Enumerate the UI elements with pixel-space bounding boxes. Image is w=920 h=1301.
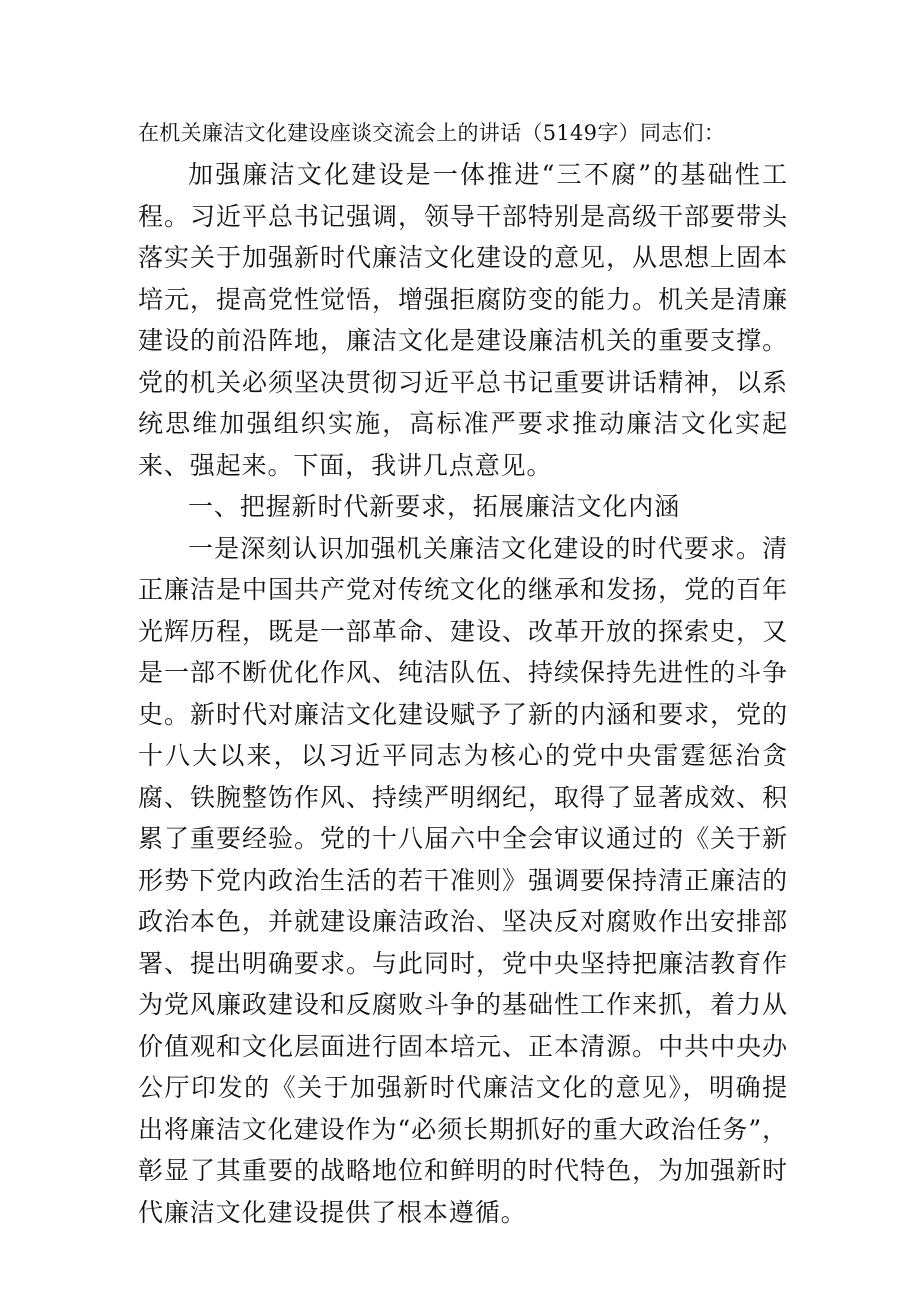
body-paragraph: 一是深刻认识加强机关廉洁文化建设的时代要求。清正廉洁是中国共产党对传统文化的继承和发扬，党的百年光辉历程，既是一部革命、建设、改革开放的探索史，又是一部不断优化作风、纯洁队伍、持续保持先进性的斗争史。新时代对廉洁文化建设赋予了新的内涵和要求，党的十八大以来，以习近平同志为核心的党中央雷霆惩治贪腐、铁腕整饬作风、持续严明纲纪，取得了显著成效、积累了重要经验。党的十八届六中全会审议通过的《关于新形势下党内政治生活的若干准则》强调要保持清正廉洁的政治本色，并就建设廉洁政治、坚决反对腐败作出安排部署、提出明确要求。与此同时，党中央坚持把廉洁教育作为党风廉政建设和反腐败斗争的基础性工作来抓，着力从价值观和文化层面进行固本培元、正本清源。中共中央办公厅印发的《关于加强新时代廉洁文化的意见》，明确提出将廉洁文化建设作为“必须长期抓好的重大政治任务”，彰显了其重要的战略地位和鲜明的时代特色，为加强新时代廉洁文化建设提供了根本遵循。 [138, 533, 788, 1227]
intro-paragraph: 加强廉洁文化建设是一体推进“三不腐”的基础性工程。习近平总书记强调，领导干部特别是高级干部要带头落实关于加强新时代廉洁文化建设的意见，从思想上固本培元，提高党性觉悟，增强拒腐防变的能力。机关是清廉建设的前沿阵地，廉洁文化是建设廉洁机关的重要支撑。党的机关必须坚决贯彻习近平总书记重要讲话精神，以系统思维加强组织实施，高标准严要求推动廉洁文化实起来、强起来。下面，我讲几点意见。 [138, 160, 788, 480]
document-title: 在机关廉洁文化建设座谈交流会上的讲话（5149字）同志们： [138, 121, 726, 145]
document-page [138, 112, 788, 1233]
section-heading: 一、把握新时代新要求，拓展廉洁文化内涵 [188, 492, 681, 521]
